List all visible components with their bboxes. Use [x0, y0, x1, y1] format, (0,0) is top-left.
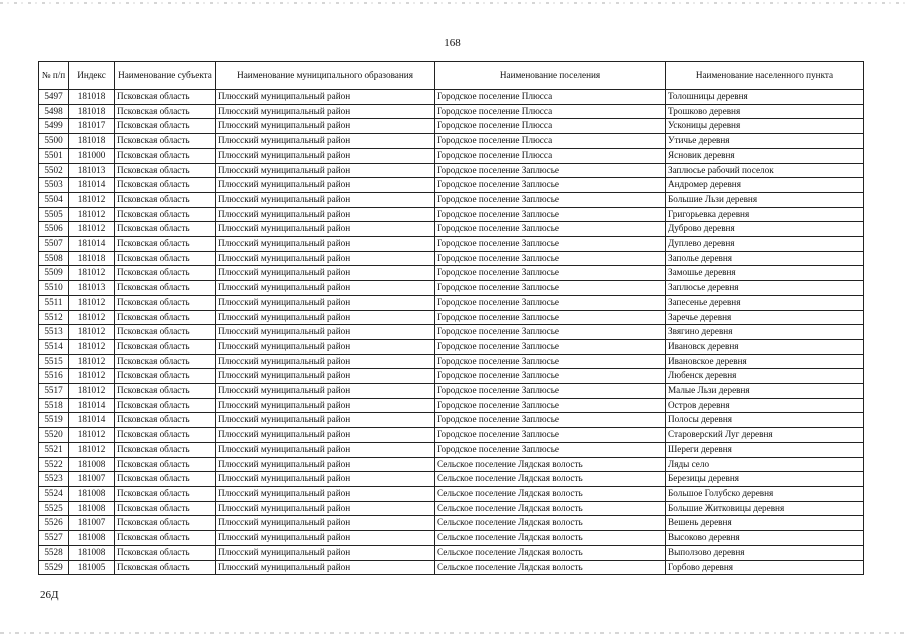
- cell-num: 5526: [39, 516, 69, 531]
- cell-index: 181013: [69, 281, 115, 296]
- cell-settlement: Городское поселение Заплюсье: [435, 339, 666, 354]
- table-row: [39, 104, 864, 119]
- cell-municipality: Плюсский муниципальный район: [216, 369, 435, 384]
- cell-subject: Псковская область: [115, 472, 216, 487]
- cell-num: 5517: [39, 384, 69, 399]
- cell-subject: Псковская область: [115, 207, 216, 222]
- table-row: [39, 148, 864, 163]
- cell-municipality: Плюсский муниципальный район: [216, 354, 435, 369]
- cell-municipality: Плюсский муниципальный район: [216, 192, 435, 207]
- table-row: [39, 531, 864, 546]
- table-row: [39, 472, 864, 487]
- cell-municipality: Плюсский муниципальный район: [216, 560, 435, 575]
- cell-num: 5502: [39, 163, 69, 178]
- table-row: [39, 501, 864, 516]
- cell-index: 181005: [69, 560, 115, 575]
- table-row: [39, 163, 864, 178]
- cell-index: 181012: [69, 354, 115, 369]
- cell-index: 181008: [69, 457, 115, 472]
- cell-municipality: Плюсский муниципальный район: [216, 398, 435, 413]
- cell-index: 181012: [69, 384, 115, 399]
- cell-settlement: Городское поселение Заплюсье: [435, 442, 666, 457]
- cell-index: 181008: [69, 501, 115, 516]
- cell-locality: Вешень деревня: [666, 516, 864, 531]
- cell-municipality: Плюсский муниципальный район: [216, 501, 435, 516]
- cell-settlement: Сельское поселение Лядская волость: [435, 516, 666, 531]
- cell-subject: Псковская область: [115, 222, 216, 237]
- cell-index: 181014: [69, 178, 115, 193]
- cell-subject: Псковская область: [115, 531, 216, 546]
- cell-num: 5519: [39, 413, 69, 428]
- cell-subject: Псковская область: [115, 339, 216, 354]
- table-row: [39, 486, 864, 501]
- cell-settlement: Городское поселение Заплюсье: [435, 384, 666, 399]
- cell-locality: Григорьевка деревня: [666, 207, 864, 222]
- cell-settlement: Сельское поселение Лядская волость: [435, 486, 666, 501]
- cell-num: 5501: [39, 148, 69, 163]
- cell-locality: Замошье деревня: [666, 266, 864, 281]
- registry-table: [38, 61, 864, 575]
- cell-settlement: Сельское поселение Лядская волость: [435, 545, 666, 560]
- table-row: [39, 281, 864, 296]
- table-row: [39, 339, 864, 354]
- cell-index: 181008: [69, 486, 115, 501]
- cell-num: 5520: [39, 428, 69, 443]
- cell-municipality: Плюсский муниципальный район: [216, 295, 435, 310]
- table-row: [39, 266, 864, 281]
- scan-edge-top: [0, 2, 905, 4]
- cell-municipality: Плюсский муниципальный район: [216, 310, 435, 325]
- cell-locality: Заплюсье рабочий поселок: [666, 163, 864, 178]
- cell-subject: Псковская область: [115, 369, 216, 384]
- cell-index: 181007: [69, 516, 115, 531]
- cell-municipality: Плюсский муниципальный район: [216, 90, 435, 105]
- cell-locality: Заплюсье деревня: [666, 281, 864, 296]
- cell-index: 181013: [69, 163, 115, 178]
- cell-municipality: Плюсский муниципальный район: [216, 148, 435, 163]
- cell-index: 181012: [69, 310, 115, 325]
- cell-subject: Псковская область: [115, 486, 216, 501]
- cell-settlement: Городское поселение Заплюсье: [435, 237, 666, 252]
- cell-municipality: Плюсский муниципальный район: [216, 531, 435, 546]
- table-row: [39, 119, 864, 134]
- cell-num: 5523: [39, 472, 69, 487]
- cell-settlement: Городское поселение Заплюсье: [435, 207, 666, 222]
- table-row: [39, 237, 864, 252]
- footer-code: 26Д: [40, 589, 59, 601]
- cell-num: 5525: [39, 501, 69, 516]
- cell-index: 181012: [69, 266, 115, 281]
- cell-subject: Псковская область: [115, 134, 216, 149]
- cell-locality: Березицы деревня: [666, 472, 864, 487]
- cell-municipality: Плюсский муниципальный район: [216, 428, 435, 443]
- cell-settlement: Городское поселение Заплюсье: [435, 398, 666, 413]
- cell-settlement: Городское поселение Заплюсье: [435, 192, 666, 207]
- scan-edge-bottom: [0, 632, 905, 634]
- table-body: [39, 90, 864, 575]
- cell-index: 181012: [69, 207, 115, 222]
- cell-num: 5524: [39, 486, 69, 501]
- cell-num: 5506: [39, 222, 69, 237]
- table-row: [39, 442, 864, 457]
- cell-num: 5521: [39, 442, 69, 457]
- cell-subject: Псковская область: [115, 104, 216, 119]
- cell-subject: Псковская область: [115, 178, 216, 193]
- cell-index: 181018: [69, 134, 115, 149]
- cell-municipality: Плюсский муниципальный район: [216, 237, 435, 252]
- cell-municipality: Плюсский муниципальный район: [216, 325, 435, 340]
- cell-settlement: Сельское поселение Лядская волость: [435, 560, 666, 575]
- cell-settlement: Городское поселение Заплюсье: [435, 325, 666, 340]
- cell-locality: Остров деревня: [666, 398, 864, 413]
- cell-index: 181012: [69, 295, 115, 310]
- header-settlement: Наименование поселения: [435, 62, 666, 90]
- cell-num: 5499: [39, 119, 69, 134]
- cell-municipality: Плюсский муниципальный район: [216, 251, 435, 266]
- cell-settlement: Городское поселение Заплюсье: [435, 251, 666, 266]
- cell-locality: Заполье деревня: [666, 251, 864, 266]
- cell-num: 5522: [39, 457, 69, 472]
- cell-locality: Староверский Луг деревня: [666, 428, 864, 443]
- cell-locality: Дуплево деревня: [666, 237, 864, 252]
- cell-locality: Запесенье деревня: [666, 295, 864, 310]
- cell-subject: Псковская область: [115, 148, 216, 163]
- cell-index: 181012: [69, 325, 115, 340]
- cell-municipality: Плюсский муниципальный район: [216, 119, 435, 134]
- cell-locality: Андромер деревня: [666, 178, 864, 193]
- cell-settlement: Городское поселение Заплюсье: [435, 369, 666, 384]
- cell-subject: Псковская область: [115, 354, 216, 369]
- table-row: [39, 295, 864, 310]
- cell-settlement: Городское поселение Плюсса: [435, 90, 666, 105]
- cell-locality: Ясновик деревня: [666, 148, 864, 163]
- cell-index: 181012: [69, 222, 115, 237]
- cell-locality: Любенск деревня: [666, 369, 864, 384]
- cell-num: 5514: [39, 339, 69, 354]
- cell-subject: Псковская область: [115, 90, 216, 105]
- cell-locality: Горбово деревня: [666, 560, 864, 575]
- cell-municipality: Плюсский муниципальный район: [216, 134, 435, 149]
- cell-index: 181014: [69, 237, 115, 252]
- table-row: [39, 90, 864, 105]
- cell-index: 181008: [69, 545, 115, 560]
- cell-subject: Псковская область: [115, 560, 216, 575]
- cell-locality: Полосы деревня: [666, 413, 864, 428]
- cell-subject: Псковская область: [115, 325, 216, 340]
- cell-num: 5504: [39, 192, 69, 207]
- cell-index: 181012: [69, 192, 115, 207]
- header-num: № п/п: [39, 62, 69, 90]
- cell-subject: Псковская область: [115, 545, 216, 560]
- cell-settlement: Городское поселение Плюсса: [435, 134, 666, 149]
- cell-municipality: Плюсский муниципальный район: [216, 384, 435, 399]
- cell-index: 181014: [69, 398, 115, 413]
- cell-index: 181018: [69, 104, 115, 119]
- table-row: [39, 222, 864, 237]
- cell-num: 5507: [39, 237, 69, 252]
- cell-settlement: Городское поселение Плюсса: [435, 148, 666, 163]
- cell-locality: Ивановск деревня: [666, 339, 864, 354]
- cell-index: 181012: [69, 369, 115, 384]
- cell-settlement: Городское поселение Заплюсье: [435, 428, 666, 443]
- cell-subject: Псковская область: [115, 516, 216, 531]
- cell-index: 181018: [69, 251, 115, 266]
- table-row: [39, 369, 864, 384]
- cell-subject: Псковская область: [115, 251, 216, 266]
- cell-subject: Псковская область: [115, 384, 216, 399]
- header-municipality: Наименование муниципального образования: [216, 62, 435, 90]
- cell-settlement: Городское поселение Плюсса: [435, 119, 666, 134]
- cell-num: 5497: [39, 90, 69, 105]
- cell-num: 5528: [39, 545, 69, 560]
- cell-municipality: Плюсский муниципальный район: [216, 207, 435, 222]
- cell-municipality: Плюсский муниципальный район: [216, 281, 435, 296]
- cell-num: 5498: [39, 104, 69, 119]
- cell-subject: Псковская область: [115, 281, 216, 296]
- cell-num: 5518: [39, 398, 69, 413]
- cell-locality: Большие Житковицы деревня: [666, 501, 864, 516]
- cell-index: 181014: [69, 413, 115, 428]
- cell-subject: Псковская область: [115, 428, 216, 443]
- cell-num: 5529: [39, 560, 69, 575]
- table-row: [39, 428, 864, 443]
- cell-municipality: Плюсский муниципальный район: [216, 545, 435, 560]
- cell-municipality: Плюсский муниципальный район: [216, 457, 435, 472]
- cell-num: 5503: [39, 178, 69, 193]
- cell-subject: Псковская область: [115, 501, 216, 516]
- table-row: [39, 207, 864, 222]
- header-subject: Наименование субъекта: [115, 62, 216, 90]
- cell-municipality: Плюсский муниципальный район: [216, 163, 435, 178]
- cell-locality: Большое Голубско деревня: [666, 486, 864, 501]
- cell-municipality: Плюсский муниципальный район: [216, 266, 435, 281]
- cell-settlement: Сельское поселение Лядская волость: [435, 472, 666, 487]
- cell-settlement: Городское поселение Заплюсье: [435, 354, 666, 369]
- cell-locality: Утичье деревня: [666, 134, 864, 149]
- cell-settlement: Сельское поселение Лядская волость: [435, 501, 666, 516]
- cell-subject: Псковская область: [115, 237, 216, 252]
- table-row: [39, 325, 864, 340]
- cell-subject: Псковская область: [115, 310, 216, 325]
- cell-num: 5515: [39, 354, 69, 369]
- page-number: 168: [444, 37, 461, 49]
- cell-subject: Псковская область: [115, 266, 216, 281]
- cell-locality: Ляды село: [666, 457, 864, 472]
- cell-num: 5527: [39, 531, 69, 546]
- cell-settlement: Городское поселение Заплюсье: [435, 310, 666, 325]
- cell-locality: Дуброво деревня: [666, 222, 864, 237]
- cell-locality: Выползово деревня: [666, 545, 864, 560]
- cell-num: 5511: [39, 295, 69, 310]
- cell-municipality: Плюсский муниципальный район: [216, 104, 435, 119]
- cell-locality: Трошково деревня: [666, 104, 864, 119]
- cell-locality: Толошницы деревня: [666, 90, 864, 105]
- cell-subject: Псковская область: [115, 295, 216, 310]
- cell-index: 181007: [69, 472, 115, 487]
- cell-subject: Псковская область: [115, 442, 216, 457]
- cell-locality: Шереги деревня: [666, 442, 864, 457]
- cell-locality: Ивановское деревня: [666, 354, 864, 369]
- cell-num: 5512: [39, 310, 69, 325]
- cell-subject: Псковская область: [115, 398, 216, 413]
- cell-index: 181012: [69, 339, 115, 354]
- cell-settlement: Городское поселение Заплюсье: [435, 281, 666, 296]
- header-index: Индекс: [69, 62, 115, 90]
- cell-locality: Звягино деревня: [666, 325, 864, 340]
- cell-num: 5510: [39, 281, 69, 296]
- table-row: [39, 384, 864, 399]
- table-row: [39, 134, 864, 149]
- table-header-row: [39, 62, 864, 90]
- cell-municipality: Плюсский муниципальный район: [216, 413, 435, 428]
- cell-locality: Заречье деревня: [666, 310, 864, 325]
- cell-locality: Усконицы деревня: [666, 119, 864, 134]
- table-row: [39, 251, 864, 266]
- cell-index: 181000: [69, 148, 115, 163]
- cell-subject: Псковская область: [115, 457, 216, 472]
- cell-settlement: Городское поселение Плюсса: [435, 104, 666, 119]
- table-row: [39, 192, 864, 207]
- cell-index: 181008: [69, 531, 115, 546]
- table-row: [39, 398, 864, 413]
- table-row: [39, 457, 864, 472]
- cell-num: 5516: [39, 369, 69, 384]
- cell-municipality: Плюсский муниципальный район: [216, 178, 435, 193]
- table-row: [39, 310, 864, 325]
- cell-subject: Псковская область: [115, 163, 216, 178]
- cell-index: 181018: [69, 90, 115, 105]
- table-row: [39, 560, 864, 575]
- cell-locality: Высоково деревня: [666, 531, 864, 546]
- cell-index: 181012: [69, 442, 115, 457]
- cell-num: 5500: [39, 134, 69, 149]
- cell-num: 5508: [39, 251, 69, 266]
- cell-municipality: Плюсский муниципальный район: [216, 516, 435, 531]
- cell-municipality: Плюсский муниципальный район: [216, 486, 435, 501]
- cell-num: 5505: [39, 207, 69, 222]
- table-row: [39, 354, 864, 369]
- cell-num: 5513: [39, 325, 69, 340]
- cell-index: 181012: [69, 428, 115, 443]
- cell-locality: Большие Льзи деревня: [666, 192, 864, 207]
- cell-subject: Псковская область: [115, 413, 216, 428]
- cell-municipality: Плюсский муниципальный район: [216, 222, 435, 237]
- cell-settlement: Сельское поселение Лядская волость: [435, 457, 666, 472]
- cell-settlement: Сельское поселение Лядская волость: [435, 531, 666, 546]
- table-row: [39, 413, 864, 428]
- cell-settlement: Городское поселение Заплюсье: [435, 178, 666, 193]
- cell-subject: Псковская область: [115, 192, 216, 207]
- table-row: [39, 178, 864, 193]
- cell-municipality: Плюсский муниципальный район: [216, 339, 435, 354]
- cell-municipality: Плюсский муниципальный район: [216, 442, 435, 457]
- cell-settlement: Городское поселение Заплюсье: [435, 163, 666, 178]
- cell-locality: Малые Льзи деревня: [666, 384, 864, 399]
- cell-settlement: Городское поселение Заплюсье: [435, 266, 666, 281]
- cell-settlement: Городское поселение Заплюсье: [435, 295, 666, 310]
- cell-subject: Псковская область: [115, 119, 216, 134]
- cell-settlement: Городское поселение Заплюсье: [435, 413, 666, 428]
- cell-municipality: Плюсский муниципальный район: [216, 472, 435, 487]
- header-locality: Наименование населенного пункта: [666, 62, 864, 90]
- table-row: [39, 545, 864, 560]
- cell-num: 5509: [39, 266, 69, 281]
- cell-index: 181017: [69, 119, 115, 134]
- table-row: [39, 516, 864, 531]
- cell-settlement: Городское поселение Заплюсье: [435, 222, 666, 237]
